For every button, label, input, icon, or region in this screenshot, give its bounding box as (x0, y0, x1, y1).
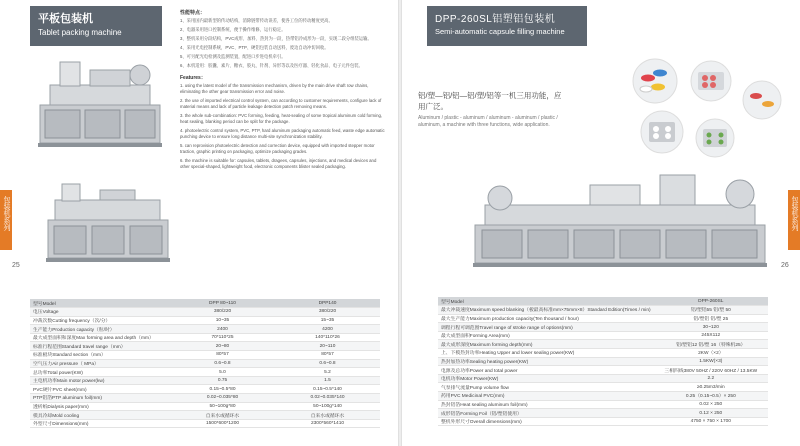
left-spec-table (30, 299, 380, 428)
left-table-cell: 0.6~0.8 (170, 359, 275, 368)
feature-cn-4: 4、采用光电控制系统，PVC、PTP、硬铝包装自动送料，废边自动冲切回收。 (180, 45, 329, 50)
left-table-cell: 主电机功率Main motor power(kw) (30, 376, 170, 385)
left-table-row (30, 385, 380, 394)
left-table-cell: 2300*560*1410 (275, 419, 380, 428)
blister-photo-1 (742, 80, 782, 120)
right-table-cell: 铝/塑铝 铝/塑 25 (654, 314, 768, 323)
blister-photo-3 (695, 118, 735, 158)
left-page (0, 0, 398, 446)
left-side-tab (0, 190, 12, 250)
right-table-cell: ≥0.25m3/min (654, 383, 768, 392)
left-table-cell: 最大成型面积和深度Max forming area and depth（mm） (30, 333, 170, 342)
right-table-cell: 电机功率Motor Power(KW) (438, 374, 654, 383)
right-table-row (438, 417, 768, 426)
right-table-cell: 调程行程可调范围Travel range of stroke range of options(mm) (438, 323, 654, 332)
left-table-row (30, 325, 380, 334)
left-table-cell: 自来水或循环水 (275, 411, 380, 420)
right-table-cell: 最大生产能力Maximum production capacity(Ten thousand / hour) (438, 314, 654, 323)
left-table-cell: 20~110 (275, 342, 380, 351)
left-title-banner (30, 6, 162, 46)
tablet-packing-machine-image-1 (30, 50, 170, 150)
left-table-cell: 1500*600*1200 (170, 419, 275, 428)
right-table-row (438, 314, 768, 323)
feature-en-1: 1. using the latest model of the transmission mechanism, driven by the main drive shaft row chains, eliminating the other gear transmission error and noise. (180, 83, 369, 94)
left-table-row (30, 411, 380, 420)
left-table-cell: 空气压力Air pressure（ MPa） (30, 359, 170, 368)
left-table-row (30, 376, 380, 385)
right-page-number: 26 (781, 262, 789, 269)
left-table-row (30, 316, 380, 325)
right-table-cell: 热封铝箔Heat sealing aluminum foil(mm) (438, 400, 654, 409)
right-table-cell: 最大冲裁速度Maximum speed blanking（板最高标准mm×75mm×8）Standard Edition(Times / min) (438, 306, 654, 315)
right-table-row (438, 383, 768, 392)
right-table-cell: 0.12 × 250 (654, 409, 768, 418)
left-table-cell: 0.15~0.5*140 (275, 385, 380, 394)
left-table-cell: 70*110*25 (170, 333, 275, 342)
left-table-cell: 80*57 (170, 351, 275, 360)
feature-cn-2: 2、电器采用进口控制系统，便于操作维修，运行稳定。 (180, 27, 286, 32)
right-table-cell: 0.02 × 250 (654, 400, 768, 409)
right-table-cell: 铝/塑铝55 铝/塑 50 (654, 306, 768, 315)
feature-en-5: 5. can reprovision photoelectric detection and correction device, equipped with imported stepper motor traction, graphic printing on packaging, optimize packaging grades. (180, 143, 375, 154)
feature-cn-6: 6、本机适用：胶囊、素片、糖衣、胶丸、针剂、异形等以及医疗器、轻化食品、电子元件包装。 (180, 63, 363, 68)
left-table-cell: 380/220 (275, 308, 380, 317)
left-title-cn: 平板包装机 (38, 13, 93, 25)
right-table-row (438, 409, 768, 418)
right-table-cell: 整机外形尺寸Overall dimensions(mm) (438, 417, 654, 426)
left-table-header-cell: 型号Model (30, 299, 170, 308)
left-table-header-row (30, 299, 380, 308)
right-spec-table (438, 297, 768, 426)
right-description (418, 90, 568, 129)
right-table-row (438, 349, 768, 358)
right-table-cell: 热封加热功率Sealing heating power(KW) (438, 357, 654, 366)
left-table-cell: 50~100g*80 (170, 402, 275, 411)
left-table-cell: 140*110*26 (275, 333, 380, 342)
left-table-cell: 冲裁次数Cutting frequency（次/分） (30, 316, 170, 325)
feature-cn-1: 1、采用国内最新型的传动结构，消除链带传动误差，使各工位的传动精度更高。 (180, 18, 333, 23)
left-table-cell: 15~35 (275, 316, 380, 325)
left-table-row (30, 333, 380, 342)
features-text (180, 10, 385, 173)
right-table-cell: 2KW（×2） (654, 349, 768, 358)
right-table-cell: 气泵排气流量Pump volume flow (438, 383, 654, 392)
right-table-row (438, 392, 768, 401)
left-title-en: Tablet packing machine (38, 28, 122, 37)
left-table-cell: 模具冷却Mold cooling (30, 411, 170, 420)
capsule-photo-2 (690, 60, 732, 102)
left-table-cell: 自来水或循环水 (170, 411, 275, 420)
left-table-cell: 生产能力Production capacity（粒/时） (30, 325, 170, 334)
left-table-cell: 0.6~0.8 (275, 359, 380, 368)
left-table-cell: 电压Voltage (30, 308, 170, 317)
right-table-row (438, 366, 768, 375)
left-table-row (30, 342, 380, 351)
left-table-cell: 0.02~0.035*80 (170, 394, 275, 403)
feature-en-6: 6. the machine is suitable for: capsules, tablets, dragees, capsules, injections, and medical devices and other special-shaped, lightweight food, electronic components blister sealed packaging. (180, 158, 377, 169)
right-table-row (438, 323, 768, 332)
left-table-header-cell: DPP140 (275, 299, 380, 308)
left-table-row (30, 308, 380, 317)
left-table-cell: 80*57 (275, 351, 380, 360)
right-table-cell: 30~120 (654, 323, 768, 332)
features-cn-title: 性能特点： (180, 10, 206, 16)
right-title-en: Semi-automatic capsule filling machine (435, 27, 565, 36)
left-table-header-cell: DPP 80~110 (170, 299, 275, 308)
right-table-row (438, 331, 768, 340)
right-table-cell: 最大成形深度Maximum forming depth(mm) (438, 340, 654, 349)
right-title-cn: DPP-260SL铝塑铝包装机 (435, 14, 556, 25)
left-table-cell: 5.0 (170, 368, 275, 377)
right-side-tab (788, 190, 800, 250)
left-table-row (30, 351, 380, 360)
left-table-cell: 标准板块Standard section（mm） (30, 351, 170, 360)
right-table-cell: 三相四线380V 50HZ / 220V 60HZ / 13.5KW (654, 366, 768, 375)
right-table-header-cell: 型号Model (438, 297, 654, 306)
left-table-cell: PVC硬片PVC sheet(mm) (30, 385, 170, 394)
feature-en-3: 3. the whole sub-combination: PVC forming, feeding, heat-sealing of some tropical aluminum cold forming, heat sealing, blanking period can be split for the package. (180, 113, 383, 124)
left-table-cell: PTP铝箔PTP aluminum foil(mm) (30, 394, 170, 403)
right-table-cell: 最大成型面积Forming Area(mm) (438, 331, 654, 340)
left-table-cell: 标准行程范围Standard travel range（mm） (30, 342, 170, 351)
left-table-cell: 10~35 (170, 316, 275, 325)
left-table-row (30, 359, 380, 368)
left-table-cell: 总功率Total power(KW) (30, 368, 170, 377)
left-table-row (30, 394, 380, 403)
left-table-cell: 20~80 (170, 342, 275, 351)
features-en-title: Features： (180, 75, 206, 81)
left-page-number: 25 (12, 262, 20, 269)
feature-cn-5: 5、可另配光电检测及监测装置，配进口步进电机牵引。 (180, 54, 286, 59)
right-table-row (438, 400, 768, 409)
left-table-row (30, 402, 380, 411)
right-title-banner (427, 6, 587, 46)
feature-en-4: 4. photoelectric control system, PVC, PTP, hard aluminum packaging automatic feed, waste edge automatic punching device to ensure long distance multi-site synchronization stability. (180, 128, 385, 139)
right-table-header-row (438, 297, 768, 306)
left-table-cell: 0.75 (170, 376, 275, 385)
feature-en-2: 2. the use of imported electrical control system, can according to customer requirements, configure lack of material means and lack of particle leakage detection patch removing means. (180, 98, 382, 109)
right-table-cell: 0.25（0.15~0.5）× 250 (654, 392, 768, 401)
right-table-cell: 电源及总功率Power and total power (438, 366, 654, 375)
right-table-cell: 上、下模热封功率Heating Upper and lower sealing power(KW) (438, 349, 654, 358)
right-desc-en: Aluminum / plastic - aluminum / aluminum - aluminum / plastic / aluminum, a machine with three functions, wide application. (418, 115, 558, 128)
left-side-tab-label: 包装机系列 (3, 196, 10, 231)
left-table-cell: 1.5 (275, 376, 380, 385)
right-table-cell: 成形铝箔Forming Foil（铝/塑铝使用） (438, 409, 654, 418)
left-table-cell: 5.2 (275, 368, 380, 377)
dpp-260sl-machine-image (470, 170, 770, 270)
right-desc-cn: 铝/塑—铝/铝—铝/塑/铝等一机三用功能，应用广泛。 (418, 91, 562, 111)
left-table-cell: 2400 (170, 325, 275, 334)
left-table-cell: 外型尺寸Dimensions(mm) (30, 419, 170, 428)
left-table-row (30, 419, 380, 428)
right-table-row (438, 340, 768, 349)
left-table-cell: 0.02~0.035*140 (275, 394, 380, 403)
right-table-cell: 1.5KW(×3) (654, 357, 768, 366)
capsule-photo-1 (632, 58, 678, 104)
right-side-tab-label: 包装机系列 (791, 196, 798, 231)
left-table-cell: 4200 (275, 325, 380, 334)
left-table-row (30, 368, 380, 377)
right-table-header-cell: DPP-260SL (654, 297, 768, 306)
blister-photo-2 (640, 110, 684, 154)
left-table-cell: 透析纸Dialysis paper(mm) (30, 402, 170, 411)
tablet-packing-machine-image-2 (40, 180, 175, 265)
right-table-cell: 铝/塑铝12 铝/塑 16（特殊机25） (654, 340, 768, 349)
right-table-cell: 药用PVC Medicinal PVC(mm) (438, 392, 654, 401)
right-table-cell: 2.2 (654, 374, 768, 383)
right-table-cell: 4750 × 750 × 1700 (654, 417, 768, 426)
left-table-cell: 0.15~0.5*80 (170, 385, 275, 394)
right-table-row (438, 357, 768, 366)
right-table-row (438, 374, 768, 383)
right-table-cell: 245X112 (654, 331, 768, 340)
left-table-cell: 50~100g*140 (275, 402, 380, 411)
right-table-row (438, 306, 768, 315)
feature-cn-3: 3、整机采用分段结构，PVC成形、加料、热封为一段，热带铝冷成形为一段，实现二段分组装运输。 (180, 36, 372, 41)
left-table-cell: 380/220 (170, 308, 275, 317)
